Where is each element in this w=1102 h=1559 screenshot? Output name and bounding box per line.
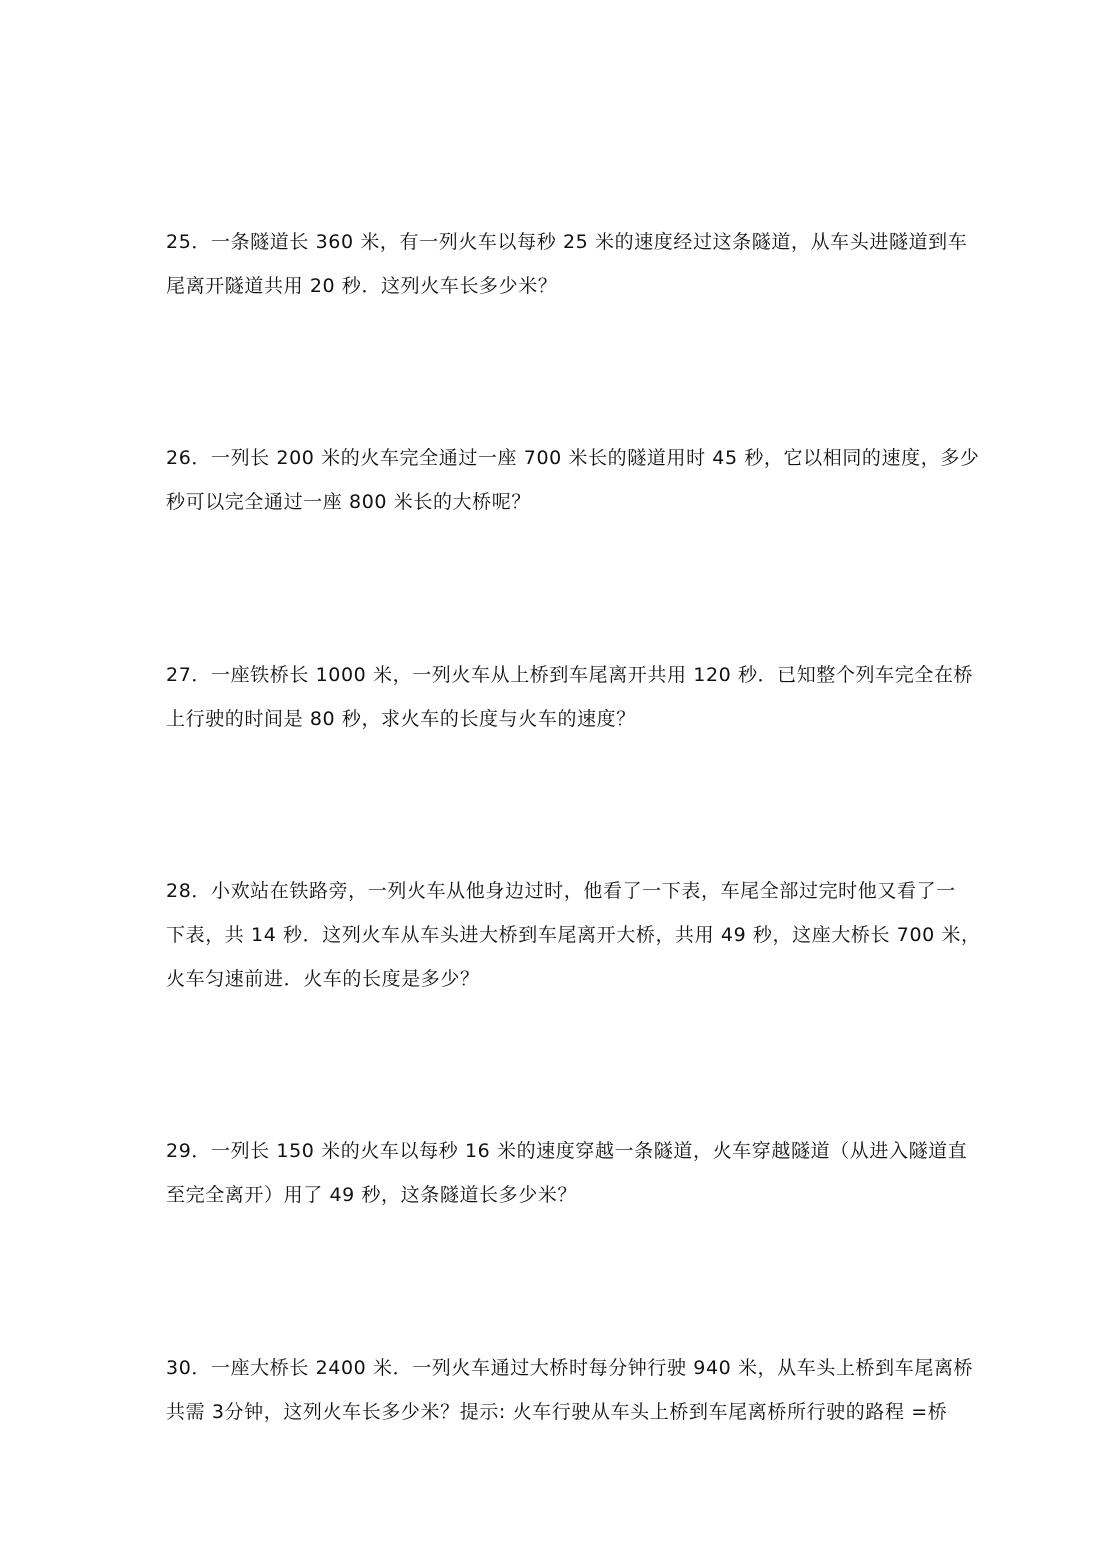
question-30 — [166, 1346, 974, 1434]
question-29 — [166, 1129, 968, 1217]
question-28-line-1: 28．小欢站在铁路旁，一列火车从他身边过时，他看了一下表，车尾全部过完时他又看了一 — [166, 880, 956, 902]
question-28-line-2: 下表，共 14 秒．这列火车从车头进大桥到车尾离开大桥，共用 49 秒，这座大桥长 700 米， — [166, 924, 981, 946]
question-29-line-1: 29．一列长 150 米的火车以每秒 16 米的速度穿越一条隧道，火车穿越隧道（从进入隧道直 — [166, 1140, 968, 1162]
question-27-line-1: 27．一座铁桥长 1000 米，一列火车从上桥到车尾离开共用 120 秒．已知整个列车完全在桥 — [166, 664, 974, 686]
question-25-line-2: 尾离开隧道共用 20 秒．这列火车长多少米？ — [166, 275, 558, 297]
question-26 — [166, 436, 980, 524]
question-28 — [166, 869, 981, 1001]
question-28-line-3: 火车匀速前进．火车的长度是多少？ — [166, 968, 480, 990]
question-26-line-2: 秒可以完全通过一座 800 米长的大桥呢？ — [166, 491, 531, 513]
question-27 — [166, 653, 974, 741]
question-30-line-1: 30．一座大桥长 2400 米．一列火车通过大桥时每分钟行驶 940 米，从车头上桥到车尾离桥 — [166, 1357, 974, 1379]
question-25 — [166, 220, 968, 308]
question-26-line-1: 26．一列长 200 米的火车完全通过一座 700 米长的隧道用时 45 秒，它以相同的速度，多少 — [166, 447, 980, 469]
question-27-line-2: 上行驶的时间是 80 秒，求火车的长度与火车的速度？ — [166, 708, 636, 730]
question-30-line-2: 共需 3分钟，这列火车长多少米？提示: 火车行驶从车头上桥到车尾离桥所行驶的路程 =桥 — [166, 1401, 948, 1423]
question-25-line-1: 25．一条隧道长 360 米，有一列火车以每秒 25 米的速度经过这条隧道，从车头进隧道到车 — [166, 231, 968, 253]
question-29-line-2: 至完全离开）用了 49 秒，这条隧道长多少米？ — [166, 1184, 578, 1206]
